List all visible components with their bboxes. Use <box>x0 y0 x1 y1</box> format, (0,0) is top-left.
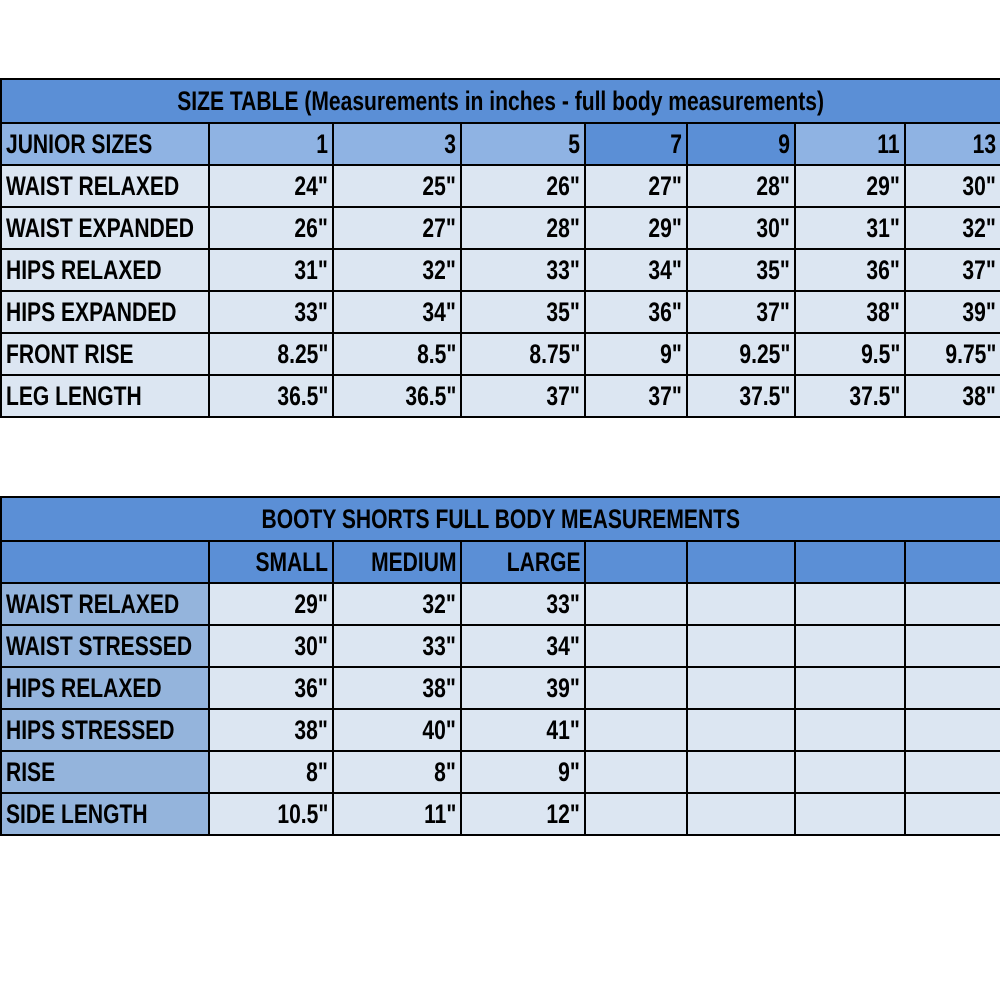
measurement-cell: 34" <box>461 625 585 667</box>
size-column-header: SMALL <box>209 541 333 583</box>
table-row <box>1 583 1000 625</box>
measurement-cell: 32" <box>905 207 1000 249</box>
row-label: HIPS STRESSED <box>1 709 209 751</box>
empty-cell <box>585 583 687 625</box>
measurement-cell: 37" <box>687 291 795 333</box>
measurement-cell: 12" <box>461 793 585 835</box>
measurement-cell: 36.5" <box>333 375 461 417</box>
measurement-cell: 38" <box>795 291 905 333</box>
empty-cell <box>585 793 687 835</box>
measurement-cell: 37" <box>461 375 585 417</box>
empty-cell <box>795 751 905 793</box>
measurement-cell: 38" <box>905 375 1000 417</box>
measurement-cell: 29" <box>585 207 687 249</box>
measurement-cell: 33" <box>461 583 585 625</box>
empty-cell <box>795 667 905 709</box>
measurement-cell: 30" <box>905 165 1000 207</box>
measurement-cell: 8.25" <box>209 333 333 375</box>
measurement-cell: 35" <box>461 291 585 333</box>
measurement-cell: 36.5" <box>209 375 333 417</box>
measurement-cell: 36" <box>585 291 687 333</box>
empty-cell <box>795 709 905 751</box>
empty-cell <box>795 583 905 625</box>
measurement-cell: 27" <box>333 207 461 249</box>
table-row <box>1 793 1000 835</box>
table-row <box>1 333 1000 375</box>
empty-header-cell <box>905 541 1000 583</box>
measurement-cell: 29" <box>209 583 333 625</box>
measurement-cell: 35" <box>687 249 795 291</box>
empty-cell <box>905 709 1000 751</box>
size-column-header: 3 <box>333 123 461 165</box>
size-column-header: LARGE <box>461 541 585 583</box>
measurement-cell: 30" <box>687 207 795 249</box>
table-row <box>1 751 1000 793</box>
empty-cell <box>687 709 795 751</box>
table-row <box>1 375 1000 417</box>
measurement-cell: 9" <box>461 751 585 793</box>
empty-header-cell <box>687 541 795 583</box>
empty-cell <box>687 751 795 793</box>
table-row <box>1 667 1000 709</box>
measurement-cell: 8.75" <box>461 333 585 375</box>
measurement-cell: 37" <box>585 375 687 417</box>
measurement-cell: 33" <box>333 625 461 667</box>
size-column-header: 1 <box>209 123 333 165</box>
shorts-header-corner <box>1 541 209 583</box>
row-label: SIDE LENGTH <box>1 793 209 835</box>
measurement-cell: 26" <box>461 165 585 207</box>
measurement-cell: 31" <box>795 207 905 249</box>
table-row <box>1 709 1000 751</box>
measurement-cell: 32" <box>333 249 461 291</box>
empty-cell <box>905 625 1000 667</box>
measurement-cell: 9.25" <box>687 333 795 375</box>
measurement-cell: 31" <box>209 249 333 291</box>
measurement-cell: 30" <box>209 625 333 667</box>
empty-cell <box>585 751 687 793</box>
measurement-cell: 37" <box>905 249 1000 291</box>
empty-header-cell <box>795 541 905 583</box>
empty-cell <box>687 793 795 835</box>
measurement-cell: 33" <box>461 249 585 291</box>
measurement-cell: 28" <box>461 207 585 249</box>
empty-cell <box>585 625 687 667</box>
measurement-cell: 9.5" <box>795 333 905 375</box>
empty-cell <box>905 751 1000 793</box>
row-label: WAIST STRESSED <box>1 625 209 667</box>
measurement-cell: 38" <box>209 709 333 751</box>
measurement-cell: 10.5" <box>209 793 333 835</box>
measurement-cell: 28" <box>687 165 795 207</box>
empty-cell <box>795 625 905 667</box>
measurement-cell: 37.5" <box>795 375 905 417</box>
measurement-cell: 8.5" <box>333 333 461 375</box>
size-column-header: 5 <box>461 123 585 165</box>
measurement-cell: 41" <box>461 709 585 751</box>
junior-table-title: SIZE TABLE (Measurements in inches - full body measurements) <box>1 79 1000 123</box>
empty-cell <box>905 793 1000 835</box>
empty-cell <box>585 667 687 709</box>
measurement-cell: 34" <box>585 249 687 291</box>
empty-cell <box>585 709 687 751</box>
measurement-cell: 9.75" <box>905 333 1000 375</box>
measurement-cell: 39" <box>905 291 1000 333</box>
size-column-header: 7 <box>585 123 687 165</box>
row-label: HIPS RELAXED <box>1 667 209 709</box>
size-column-header: 13 <box>905 123 1000 165</box>
row-label: WAIST RELAXED <box>1 583 209 625</box>
measurement-cell: 29" <box>795 165 905 207</box>
row-label: LEG LENGTH <box>1 375 209 417</box>
row-label: HIPS RELAXED <box>1 249 209 291</box>
measurement-cell: 24" <box>209 165 333 207</box>
empty-cell <box>687 625 795 667</box>
table-row <box>1 165 1000 207</box>
row-label: WAIST RELAXED <box>1 165 209 207</box>
measurement-cell: 36" <box>795 249 905 291</box>
measurement-cell: 8" <box>333 751 461 793</box>
size-column-header: 9 <box>687 123 795 165</box>
empty-cell <box>687 583 795 625</box>
table-row <box>1 625 1000 667</box>
empty-cell <box>687 667 795 709</box>
row-label: WAIST EXPANDED <box>1 207 209 249</box>
measurement-cell: 9" <box>585 333 687 375</box>
measurement-cell: 36" <box>209 667 333 709</box>
empty-cell <box>795 793 905 835</box>
empty-cell <box>905 583 1000 625</box>
size-column-header: MEDIUM <box>333 541 461 583</box>
measurement-cell: 25" <box>333 165 461 207</box>
junior-sizes-header: JUNIOR SIZES <box>1 123 209 165</box>
size-column-header: 11 <box>795 123 905 165</box>
measurement-cell: 40" <box>333 709 461 751</box>
measurement-cell: 38" <box>333 667 461 709</box>
booty-shorts-table <box>0 496 1000 836</box>
measurement-cell: 26" <box>209 207 333 249</box>
measurement-cell: 39" <box>461 667 585 709</box>
row-label: HIPS EXPANDED <box>1 291 209 333</box>
row-label: RISE <box>1 751 209 793</box>
measurement-cell: 34" <box>333 291 461 333</box>
row-label: FRONT RISE <box>1 333 209 375</box>
measurement-cell: 37.5" <box>687 375 795 417</box>
table-row <box>1 207 1000 249</box>
junior-size-table <box>0 78 1000 418</box>
measurement-cell: 11" <box>333 793 461 835</box>
empty-header-cell <box>585 541 687 583</box>
measurement-cell: 27" <box>585 165 687 207</box>
measurement-cell: 33" <box>209 291 333 333</box>
empty-cell <box>905 667 1000 709</box>
measurement-cell: 8" <box>209 751 333 793</box>
table-row <box>1 249 1000 291</box>
measurement-cell: 32" <box>333 583 461 625</box>
shorts-table-title: BOOTY SHORTS FULL BODY MEASUREMENTS <box>1 497 1000 541</box>
table-row <box>1 291 1000 333</box>
